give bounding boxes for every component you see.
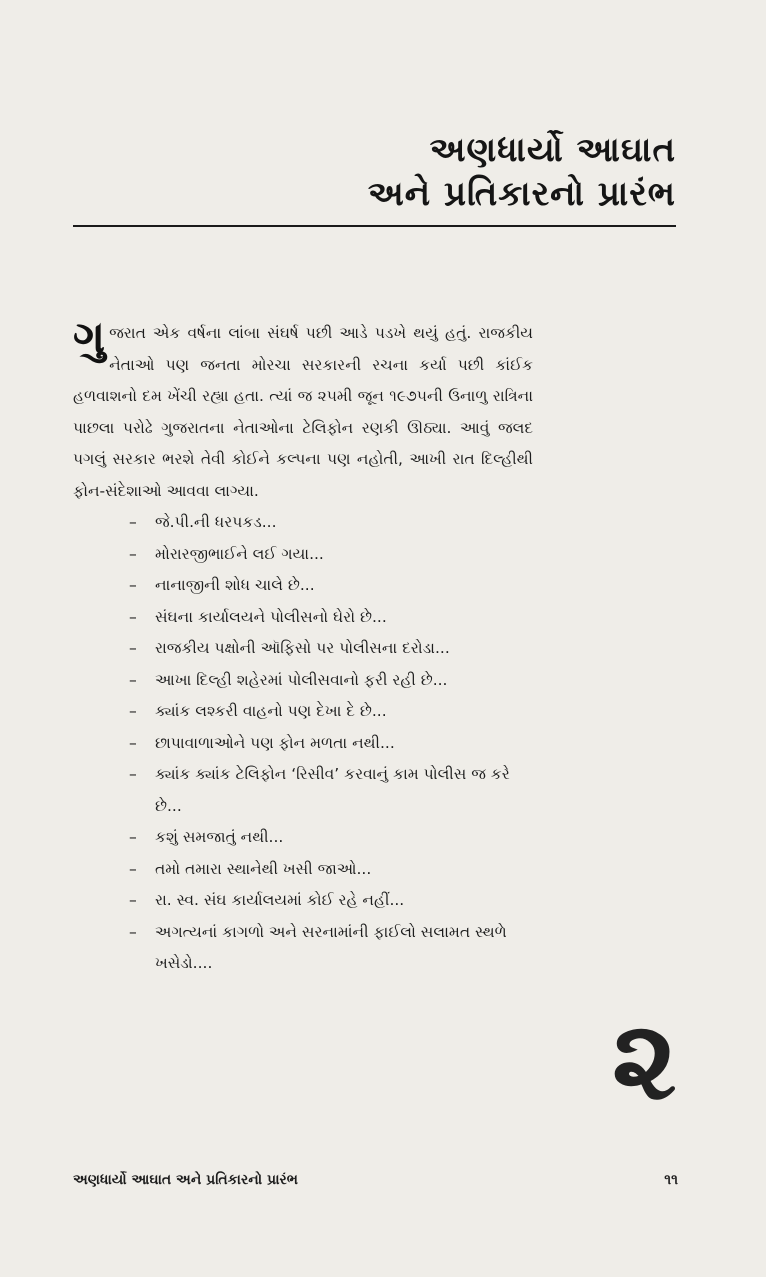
page-footer — [73, 1172, 678, 1188]
list-dash: – — [129, 891, 137, 909]
list-dash: – — [129, 513, 137, 531]
chapter-title-line-2: અને પ્રતિકારનો પ્રારંભ — [367, 174, 676, 214]
list-dash: – — [129, 576, 137, 594]
list-item — [73, 917, 533, 980]
list-item — [73, 539, 533, 571]
list-item-text: રા. સ્વ. સંઘ કાર્યાલયમાં કોઈ રહે નહીં... — [155, 891, 405, 909]
drop-cap: ગુ — [73, 312, 106, 363]
list-dash: – — [129, 607, 137, 626]
list-item-text: મોરારજીભાઈને લઈ ગયા... — [155, 544, 324, 563]
list-dash: – — [129, 544, 137, 563]
list-item-text: કશું સમજાતું નથી... — [155, 828, 284, 846]
list-dash: – — [129, 702, 137, 720]
chapter-body — [73, 312, 533, 980]
list-dash: – — [129, 859, 137, 878]
list-item-text: અગત્યનાં કાગળો અને સરનામાંની ફાઈલો સલામત સ્થળે ખસેડો.... — [155, 922, 507, 972]
list-item-text: જે.પી.ની ધરપકડ... — [155, 513, 277, 531]
list-dash: – — [129, 670, 137, 689]
list-item-text: રાજકીય પક્ષોની ઑફિસો પર પોલીસના દરોડા... — [155, 639, 450, 657]
list-item-text: સંઘના કાર્યાલયને પોલીસનો ઘેરો છે... — [155, 607, 387, 626]
list-item — [73, 822, 533, 854]
list-item — [73, 885, 533, 917]
list-item-text: ક્યાંક ક્યાંક ટેલિફોન ‘રિસીવ’ કરવાનું કામ પોલીસ જ કરે છે... — [155, 765, 510, 815]
list-item — [73, 633, 533, 665]
list-item — [73, 854, 533, 886]
opening-paragraph-text: જરાત એક વર્ષના લાંબા સંઘર્ષ પછી આડે પડખે થયું હતું. રાજકીય નેતાઓ પણ જનતા મોરચા સરકારની રચના કર્યા પછી કાંઈક હળવાશનો દમ ખેંચી રહ્યા હતા. ત્યાં જ ૨૫મી જૂન ૧૯૭૫ની ઉનાળુ રાત્રિના પાછલા પરોઢે ગુજરાતના નેતાઓના ટેલિફોન રણકી ઊઠ્યા. આવું જલદ પગલું સરકાર ભરશે તેવી કોઈને કલ્પના પણ નહોતી, આખી રાત દિલ્હીથી ફોન-સંદેશાઓ આવવા લાગ્યા. — [73, 324, 533, 500]
list-item-text: ક્યાંક લશ્કરી વાહનો પણ દેખા દે છે... — [155, 702, 387, 720]
chapter-number: ૨ — [612, 996, 677, 1124]
list-dash: – — [129, 639, 137, 657]
chapter-title-line-1: અણધાર્યો આઘાત — [429, 130, 676, 170]
list-dash: – — [129, 828, 137, 846]
list-item — [73, 696, 533, 728]
list-dash: – — [129, 733, 137, 752]
list-item-text: નાનાજીની શોધ ચાલે છે... — [155, 576, 315, 594]
list-item-text: આખા દિલ્હી શહેરમાં પોલીસવાનો ફરી રહી છે... — [155, 670, 448, 689]
title-divider — [73, 225, 676, 227]
list-item — [73, 665, 533, 697]
opening-paragraph — [73, 312, 533, 507]
message-list — [73, 507, 533, 980]
list-item — [73, 602, 533, 634]
list-item — [73, 728, 533, 760]
list-item — [73, 759, 533, 822]
list-item — [73, 507, 533, 539]
list-dash: – — [129, 765, 137, 783]
list-dash: – — [129, 922, 137, 941]
list-item-text: છાપાવાળાઓને પણ ફોન મળતા નથી... — [155, 733, 395, 752]
chapter-title — [368, 128, 676, 216]
list-item — [73, 570, 533, 602]
list-item-text: તમો તમારા સ્થાનેથી ખસી જાઓ... — [155, 859, 372, 878]
running-title: અણધાર્યો આઘાત અને પ્રતિકારનો પ્રારંભ — [73, 1172, 298, 1188]
page-number: ૧૧ — [664, 1172, 678, 1188]
